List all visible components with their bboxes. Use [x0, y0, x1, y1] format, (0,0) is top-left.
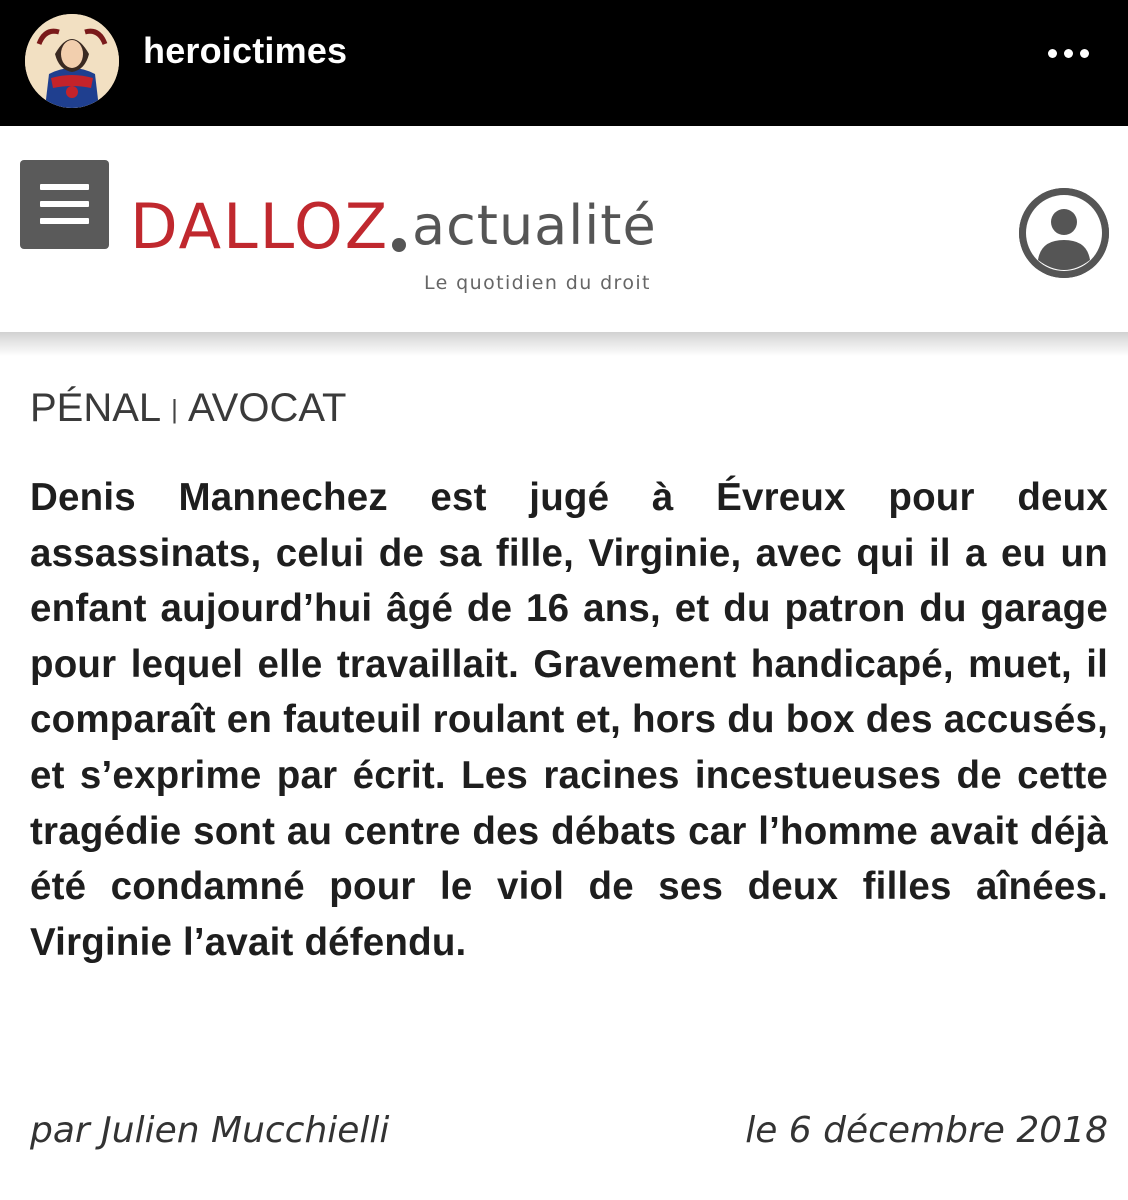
- header-shadow: [0, 332, 1128, 356]
- article-lead: Denis Mannechez est jugé à Évreux pour deux assassinats, celui de sa fille, Virginie, avec qui il a eu un enfant aujourd’hui âgé de 16 ans, et du patron du garage pour lequel elle travaillait. Gravement handicapé, muet, il comparaît en fauteuil roulant et, hors du box des accusés, et s’exprime par écrit. Les racines incestueuses de cette tragédie sont au centre des débats car l’homme avait déjà été condamné pour le viol de ses deux filles aînées. Virginie l’avait défendu.: [30, 476, 1108, 964]
- post-header: [0, 0, 1128, 126]
- article-date: le 6 décembre 2018: [745, 1110, 1108, 1151]
- hamburger-menu-icon[interactable]: [20, 160, 109, 249]
- rubric-separator: |: [171, 394, 178, 424]
- article-rubric: [30, 386, 346, 431]
- brand-suffix: actualité: [412, 194, 657, 257]
- more-options-icon[interactable]: [1040, 36, 1096, 72]
- rubric-avocat[interactable]: AVOCAT: [187, 386, 347, 430]
- hero-avatar-icon[interactable]: [25, 14, 119, 108]
- user-account-icon[interactable]: [1019, 188, 1109, 278]
- dalloz-logo[interactable]: [130, 180, 690, 300]
- post-username[interactable]: heroictimes: [143, 30, 348, 71]
- site-tagline: Le quotidien du droit: [424, 272, 651, 294]
- brand-dot: [392, 238, 406, 252]
- article-author: par Julien Mucchielli: [30, 1110, 390, 1151]
- brand-name: DALLOZ: [130, 190, 390, 263]
- rubric-penal[interactable]: PÉNAL: [30, 386, 162, 430]
